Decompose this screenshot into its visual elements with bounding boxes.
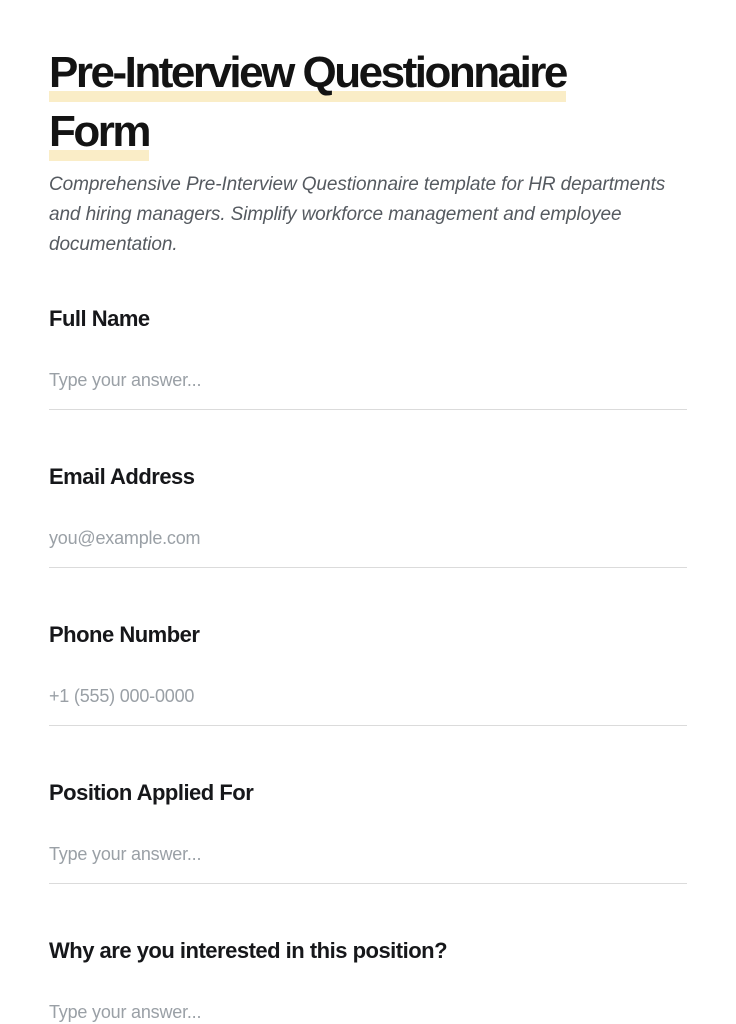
field-input-2[interactable] [49, 685, 687, 726]
questionnaire-form [49, 305, 687, 1024]
form-field-1 [49, 463, 687, 568]
field-input-3[interactable] [49, 843, 687, 884]
field-label-2: Phone Number [49, 622, 200, 647]
field-label-0: Full Name [49, 306, 150, 331]
form-title-line-2 [49, 102, 687, 161]
form-field-4 [49, 937, 687, 1024]
form-title [49, 43, 687, 161]
field-input-4[interactable] [49, 1001, 687, 1024]
form-title-line-1-text: Pre-Interview Questionnaire [49, 43, 566, 102]
form-container [49, 0, 687, 1024]
form-title-line-2-text: Form [49, 102, 149, 161]
form-description: Comprehensive Pre-Interview Questionnaire template for HR departments and hiring managers. Simplify workforce management and employee documentation. [49, 174, 666, 255]
field-input-1[interactable] [49, 527, 687, 568]
form-field-0 [49, 305, 687, 410]
form-field-2 [49, 621, 687, 726]
form-title-line-1 [49, 43, 687, 102]
form-field-3 [49, 779, 687, 884]
field-label-1: Email Address [49, 464, 195, 489]
field-label-3: Position Applied For [49, 780, 254, 805]
field-label-4: Why are you interested in this position? [49, 938, 448, 963]
field-input-0[interactable] [49, 369, 687, 410]
